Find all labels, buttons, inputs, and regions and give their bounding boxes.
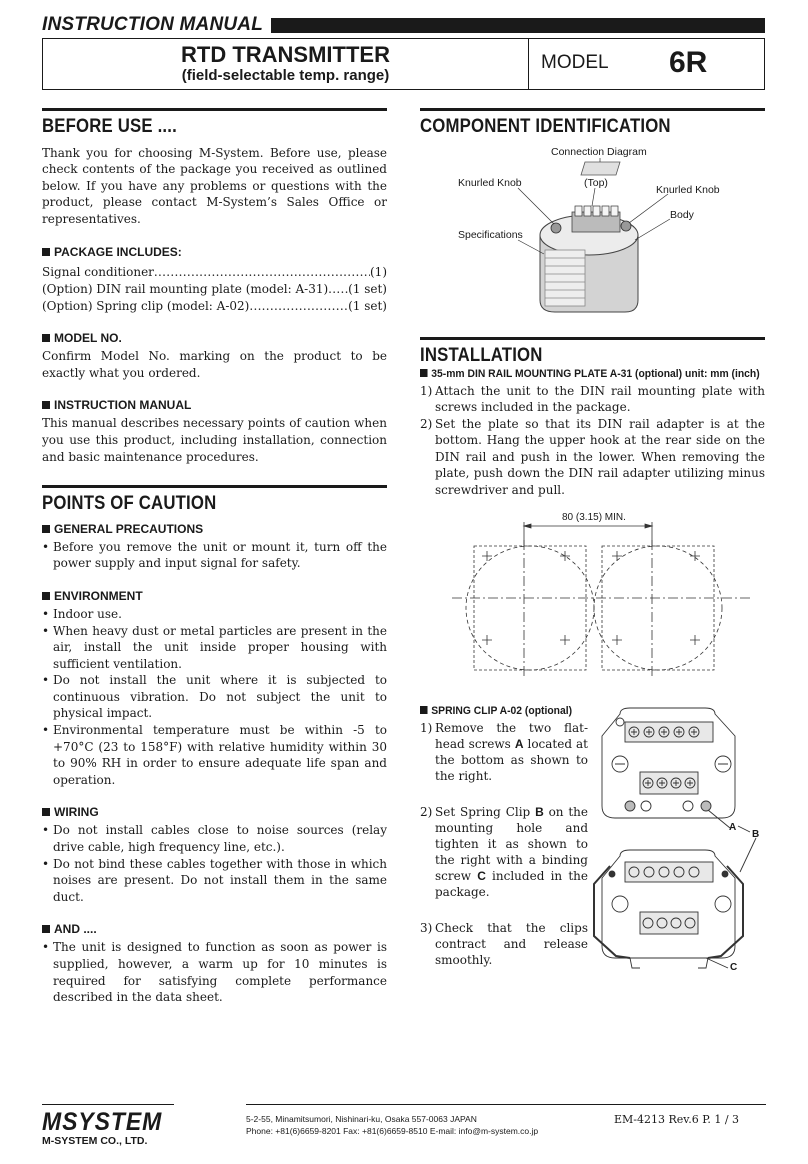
spring-clip-drawing	[590, 706, 765, 981]
square-bullet-icon	[42, 925, 50, 933]
company-name: M-SYSTEM CO., LTD.	[42, 1135, 148, 1147]
and-heading: AND ....	[42, 922, 387, 936]
list-item: • The unit is designed to function as soon as power is supplied, however, a warm up for 10 minutes is required for satisfying complete performance described in the data sheet.	[42, 939, 387, 1005]
before-use-heading: BEFORE USE ....	[42, 114, 177, 137]
arrow-left-icon	[524, 524, 531, 528]
label-connection-diagram: Connection Diagram	[551, 146, 647, 158]
unit-circle-left	[466, 546, 594, 670]
footer-rule	[42, 1104, 174, 1105]
spring-heading: SPRING CLIP A-02 (optional)	[420, 705, 578, 717]
environment-heading: ENVIRONMENT	[42, 589, 387, 603]
list-item: (Option) Spring clip (model: A-02) ..... (1 set)	[42, 298, 387, 315]
footer-rule	[246, 1104, 766, 1105]
installation-section	[420, 337, 765, 499]
header-bar	[271, 18, 765, 33]
list-item: 1) Remove the two flat-head screws A located at the bottom as shown to the right.	[420, 721, 588, 783]
list-item: 1) Attach the unit to the DIN rail mounting plate with screws included in the package.	[420, 383, 765, 415]
label-body: Body	[670, 209, 694, 221]
package-list	[42, 264, 387, 314]
unit-circle-right	[594, 546, 722, 670]
product-subtitle: (field-selectable temp. range)	[181, 67, 390, 84]
model-no-text: Confirm Model No. marking on the product to be exactly what you ordered.	[42, 349, 387, 380]
section-rule	[42, 108, 387, 111]
square-bullet-icon	[420, 706, 428, 714]
clip-hole-icon	[722, 871, 728, 877]
arrow-right-icon	[645, 524, 652, 528]
label-knurled-knob-right: Knurled Knob	[656, 184, 720, 196]
square-bullet-icon	[42, 808, 50, 816]
document-id: EM-4213 Rev.6 P. 1 / 3	[614, 1113, 740, 1126]
spring-clip-section	[420, 705, 588, 968]
label-a: A	[729, 822, 737, 833]
contact-line: Phone: +81(6)6659-8201 Fax: +81(6)6659-8510 E-mail: info@m-system.co.jp	[246, 1126, 539, 1136]
label-c: C	[730, 962, 738, 973]
unit-outline-right	[602, 546, 714, 670]
label-b: B	[752, 829, 760, 840]
left-column	[42, 108, 387, 1006]
package-heading: PACKAGE INCLUDES:	[42, 245, 387, 259]
company-address	[246, 1113, 538, 1137]
unit-outline-left	[474, 546, 586, 670]
knurled-knob-left-shape	[551, 223, 561, 233]
list-item: • Before you remove the unit or mount it, turn off the power supply and input signal for safety.	[42, 539, 387, 572]
wiring-heading: WIRING	[42, 805, 387, 819]
din-heading: 35-mm DIN RAIL MOUNTING PLATE A-31 (optional) unit: mm (inch)	[420, 368, 744, 380]
right-column	[420, 108, 765, 138]
square-bullet-icon	[42, 248, 50, 256]
address-line: 5-2-55, Minamitsumori, Nishinari-ku, Osaka 557-0063 JAPAN	[246, 1114, 477, 1124]
general-precautions-heading: GENERAL PRECAUTIONS	[42, 522, 387, 536]
section-rule	[42, 485, 387, 488]
connection-diagram-card	[581, 162, 620, 175]
list-item: 3) Check that the clips contract and release smoothly.	[420, 921, 588, 967]
model-label: MODEL	[541, 52, 609, 73]
model-box	[529, 38, 765, 90]
spec-label	[545, 250, 585, 306]
component-heading: COMPONENT IDENTIFICATION	[420, 114, 671, 137]
installation-heading: INSTALLATION	[420, 343, 543, 366]
leader-b	[738, 826, 750, 832]
list-item: 2) Set Spring Clip B on the mounting hole and tighten it as shown to the right with a binding screw C included in the package.	[420, 805, 588, 899]
square-bullet-icon	[42, 401, 50, 409]
section-rule	[420, 337, 765, 340]
leader-b2	[740, 838, 756, 872]
list-item: • Do not install the unit where it is subjected to continuous vibration. Do not subject the unit to physical impact.	[42, 672, 387, 722]
square-bullet-icon	[42, 592, 50, 600]
label-knurled-knob-left: Knurled Knob	[458, 177, 522, 189]
list-item: • Indoor use.	[42, 606, 387, 623]
list-item: 2) Set the plate so that its DIN rail adapter is at the bottom. Hang the upper hook at the rear side on the DIN rail and push in the lower. When removing the plate, push down the DIN rail adapter utilizing minus screwdriver and pull.	[420, 416, 765, 498]
clip-hole-icon	[609, 871, 615, 877]
square-bullet-icon	[420, 369, 428, 377]
before-use-intro: Thank you for choosing M-System. Before use, please check contents of the package you received as outlined below. If you have any problems or questions with the product, please contact M-System’s Sales Office or representatives.	[42, 145, 387, 226]
list-item: • Environmental temperature must be within -5 to +70°C (23 to 158°F) with relative humidity within 30 to 90% RH in order to ensure adequate life span and operation.	[42, 722, 387, 788]
caution-heading: POINTS OF CAUTION	[42, 491, 217, 514]
dimension-label: 80 (3.15) MIN.	[562, 512, 626, 523]
section-rule	[420, 108, 765, 111]
list-item: (Option) DIN rail mounting plate (model: A-31) ..... (1 set)	[42, 281, 387, 298]
model-no-heading: MODEL NO.	[42, 331, 387, 345]
square-bullet-icon	[42, 334, 50, 342]
terminal-block-bottom2	[640, 912, 698, 934]
instruction-manual-heading: INSTRUCTION MANUAL	[42, 398, 387, 412]
leader-c	[706, 958, 728, 968]
list-item: • When heavy dust or metal particles are present in the air, install the unit inside proper housing with sufficient ventilation.	[42, 623, 387, 673]
product-title: RTD TRANSMITTER	[181, 42, 390, 67]
manual-label: INSTRUCTION MANUAL	[42, 14, 264, 35]
list-item: • Do not install cables close to noise sources (relay drive cable, high frequency line, etc.).	[42, 822, 387, 855]
terminal-screws	[575, 206, 618, 216]
company-logo: MSYSTEM	[42, 1108, 163, 1136]
square-bullet-icon	[42, 525, 50, 533]
label-specifications: Specifications	[458, 229, 523, 241]
din-rail-drawing	[452, 520, 752, 680]
model-value: 6R	[669, 46, 708, 79]
title-box	[42, 38, 529, 90]
list-item: Signal conditioner ..... (1)	[42, 264, 387, 281]
list-item: • Do not bind these cables together with those in which noises are present. Do not install them in the same duct.	[42, 856, 387, 906]
instruction-manual-text: This manual describes necessary points of caution when you use this product, including installation, connection and basic maintenance procedures.	[42, 416, 387, 464]
label-top: (Top)	[584, 177, 608, 189]
